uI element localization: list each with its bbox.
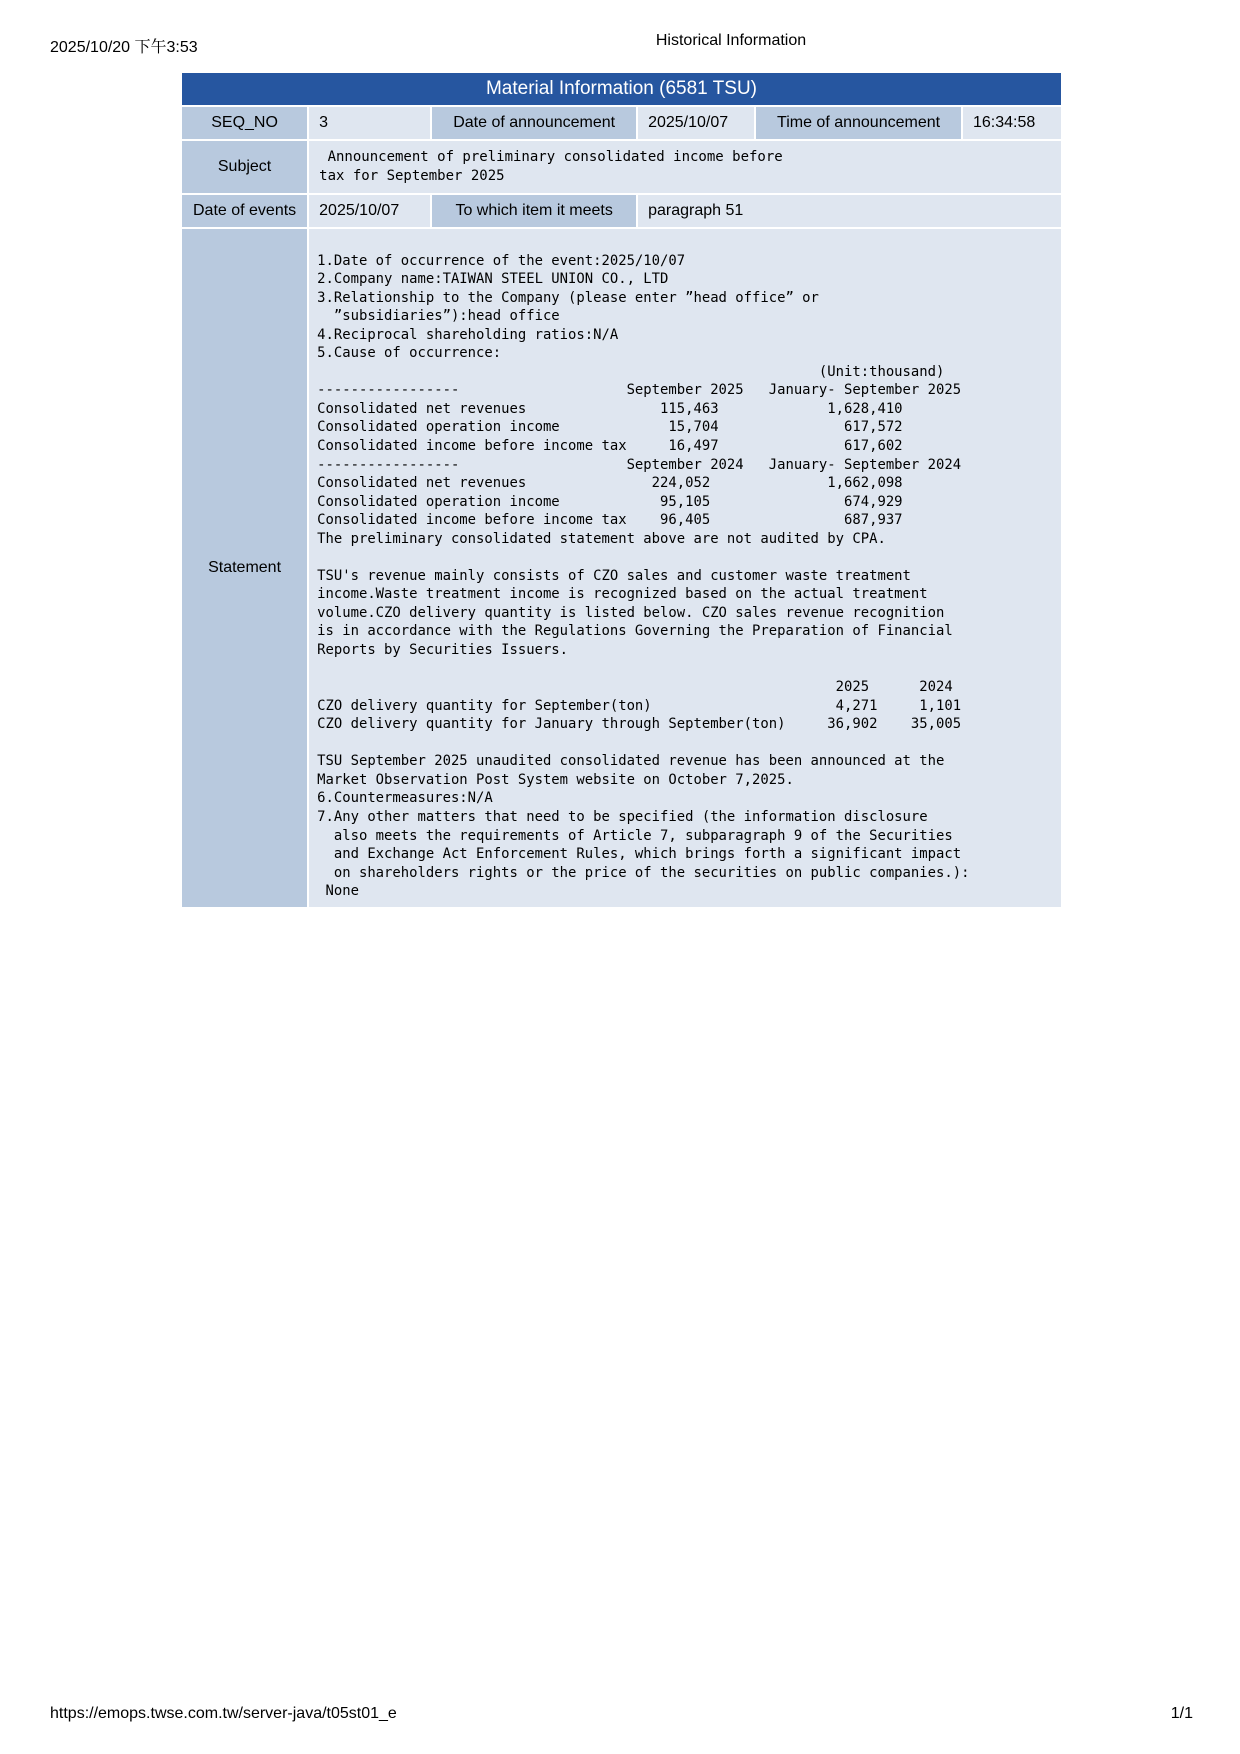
date-of-events-value: 2025/10/07 [309, 195, 430, 227]
table-title: Material Information (6581 TSU) [182, 73, 1061, 105]
seq-no-label: SEQ_NO [182, 107, 307, 139]
statement-text: 1.Date of occurrence of the event:2025/10/07 2.Company name:TAIWAN STEEL UNION CO., LTD 3.Relationship to the Company (please enter ”head office” or ”subsidiaries”):head office 4.Reciprocal shareholding ratios:N/A 5.Cause of occurrence: (Unit:thousand) ----------------- September 2025 January- September 2025 Consolidated net revenues 115,463 1,628,410 Consolidated operation income 15,704 617,572 Consolidated income before income tax 16,497 617,602 ----------------- September 2024 January- September 2024 Consolidated net revenues 224,052 1,662,098 Consolidated operation income 95,105 674,929 Consolidated income before income tax 96,405 687,937 The preliminary consolidated statement above are not audited by CPA. TSU's revenue mainly consists of CZO sales and customer waste treatment income.Waste treatment income is recognized based on the actual treatment volume.CZO delivery quantity is listed below. CZO sales revenue recognition is in accordance with the Regulations Governing the Preparation of Financial Reports by Securities Issuers. 2025 2024 CZO delivery quantity for September(ton) 4,271 1,101 CZO delivery quantity for January through September(ton) 36,902 35,005 TSU September 2025 unaudited consolidated revenue has been announced at the Market Observation Post System website on October 7,2025. 6.Countermeasures:N/A 7.Any other matters that need to be specified (the information disclosure also meets the requirements of Article 7, subparagraph 9 of the Securities and Exchange Act Enforcement Rules, which brings forth a significant impact on shareholders rights or the price of the securities on public companies.): None [317, 252, 970, 900]
time-of-announcement-label: Time of announcement [756, 107, 961, 139]
time-of-announcement-value: 16:34:58 [963, 107, 1061, 139]
print-page-title: Historical Information [655, 32, 807, 49]
item-label: To which item it meets [432, 195, 636, 227]
date-of-events-label: Date of events [182, 195, 307, 227]
seq-no-value: 3 [309, 107, 430, 139]
item-value: paragraph 51 [638, 195, 1061, 227]
material-information-table [180, 71, 1063, 909]
subject-value: Announcement of preliminary consolidated income before tax for September 2025 [309, 141, 1061, 193]
date-of-announcement-value: 2025/10/07 [638, 107, 754, 139]
print-datetime: 2025/10/20 下午3:53 [50, 39, 198, 56]
statement-label: Statement [182, 229, 307, 907]
print-url: https://emops.twse.com.tw/server-java/t05st01_e [50, 1705, 397, 1722]
print-page-number: 1/1 [1170, 1705, 1193, 1722]
subject-label: Subject [182, 141, 307, 193]
statement-cell [309, 229, 1061, 907]
date-of-announcement-label: Date of announcement [432, 107, 636, 139]
